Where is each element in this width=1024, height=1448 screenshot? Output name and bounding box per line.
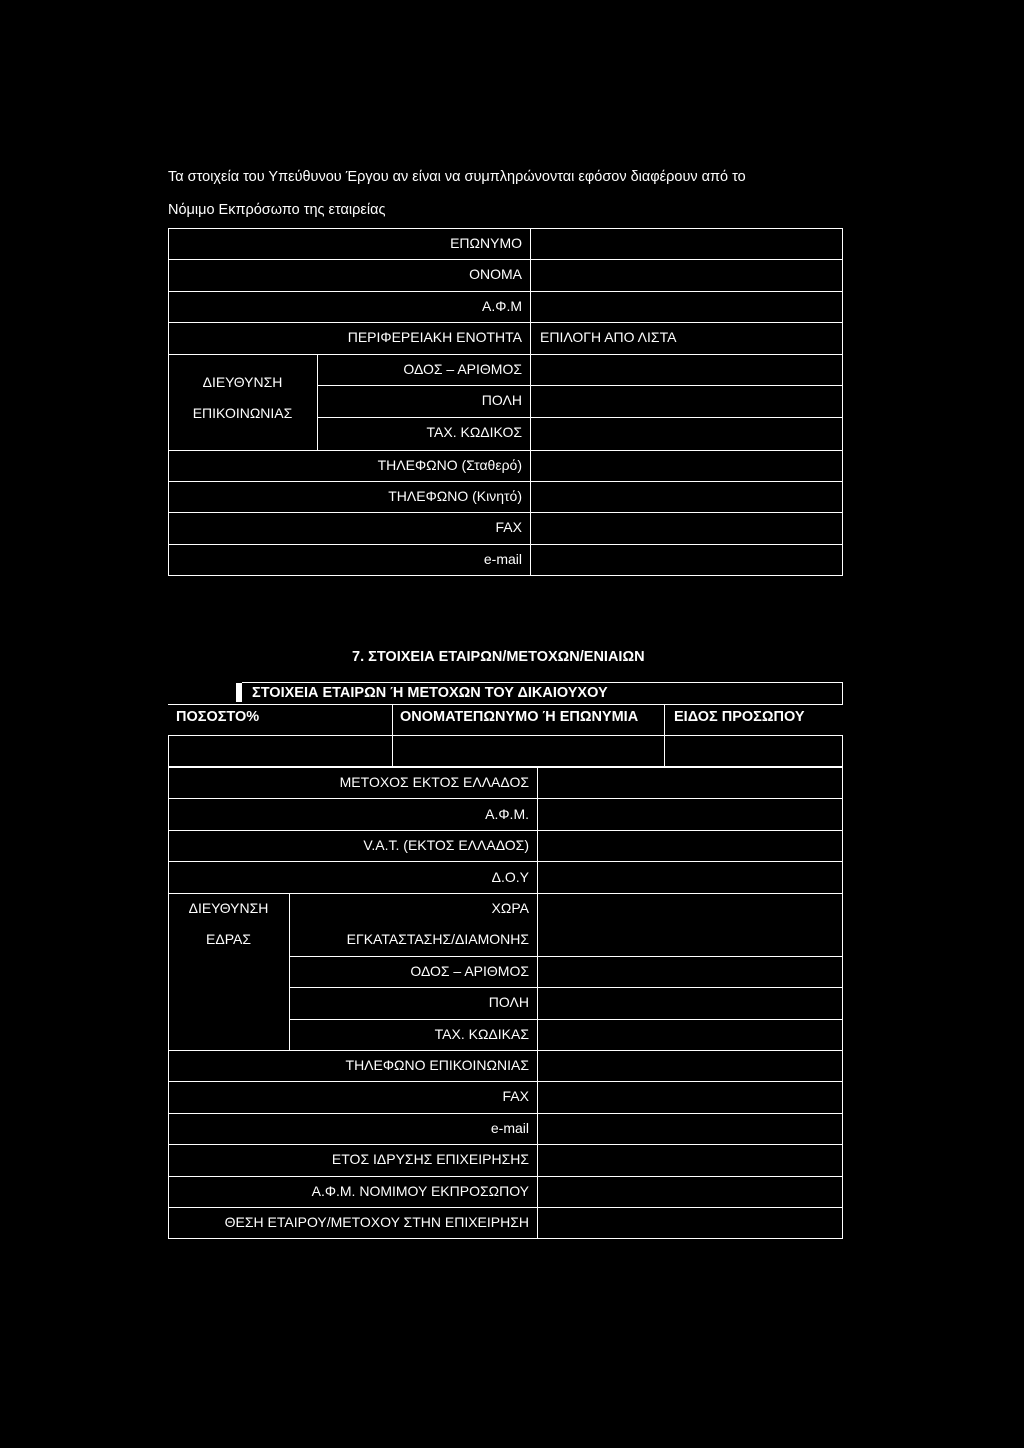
label-city: ΠΟΛΗ <box>488 994 529 1010</box>
col-type: ΕΙΔΟΣ ΠΡΟΣΩΠΟΥ <box>674 709 805 725</box>
label-afm: Α.Φ.Μ <box>482 298 522 314</box>
shareholder-phone-input[interactable] <box>538 1051 842 1081</box>
label-abroad: ΜΕΤΟΧΟΣ ΕΚΤΟΣ ΕΛΛΑΔΟΣ <box>339 774 529 790</box>
section-7-title: 7. ΣΤΟΙΧΕΙΑ ΕΤΑΙΡΩΝ/ΜΕΤΟΧΩΝ/ΕΝΙΑΙΩΝ <box>352 649 645 665</box>
country-input[interactable] <box>538 894 842 956</box>
doy-input[interactable] <box>538 862 842 893</box>
label-email: e-mail <box>490 1120 529 1136</box>
shareholder-street-input[interactable] <box>538 957 842 987</box>
label-name: ΟΝΟΜΑ <box>469 266 522 282</box>
label-founding-year: ΕΤΟΣ ΙΔΡΥΣΗΣ ΕΠΙΧΕΙΡΗΣΗΣ <box>331 1151 529 1167</box>
fax-input[interactable] <box>531 513 842 544</box>
label-position: ΘΕΣΗ ΕΤΑΙΡΟΥ/ΜΕΤΟΧΟΥ ΣΤΗΝ ΕΠΙΧΕΙΡΗΣΗ <box>224 1214 529 1230</box>
street-input[interactable] <box>531 355 842 385</box>
abroad-input[interactable] <box>538 768 842 798</box>
label-street: ΟΔΟΣ – ΑΡΙΘΜΟΣ <box>403 361 522 377</box>
label-rep-afm: Α.Φ.Μ. ΝΟΜΙΜΟΥ ΕΚΠΡΟΣΩΠΟΥ <box>311 1183 529 1199</box>
col-percent: ΠΟΣΟΣΤΟ% <box>176 709 260 725</box>
col-name: ΟΝΟΜΑΤΕΠΩΝΥΜΟ Ή ΕΠΩΝΥΜΙΑ <box>400 709 639 725</box>
label-email: e-mail <box>483 551 522 567</box>
label-region: ΠΕΡΙΦΕΡΕΙΑΚΗ ΕΝΟΤΗΤΑ <box>347 329 522 345</box>
position-input[interactable] <box>538 1208 842 1238</box>
address-group-label-1: ΔΙΕΥΘΥΝΣΗ <box>202 374 283 390</box>
phone-mobile-input[interactable] <box>531 482 842 512</box>
label-city: ΠΟΛΗ <box>481 392 522 408</box>
hq-group-label-2: ΕΔΡΑΣ <box>206 931 251 947</box>
city-input[interactable] <box>531 386 842 417</box>
name-input[interactable] <box>531 260 842 291</box>
shareholder-afm-input[interactable] <box>538 799 842 830</box>
shareholder-email-input[interactable] <box>538 1114 842 1144</box>
region-select[interactable]: ΕΠΙΛΟΓΗ ΑΠΟ ΛΙΣΤΑ <box>540 329 677 345</box>
label-surname: ΕΠΩΝΥΜΟ <box>450 235 522 251</box>
shareholder-fax-input[interactable] <box>538 1082 842 1113</box>
intro-line-1: Τα στοιχεία του Υπεύθυνου Έργου αν είναι να συμπληρώνονται εφόσον διαφέρουν από το <box>168 169 746 185</box>
label-street: ΟΔΟΣ – ΑΡΙΘΜΟΣ <box>410 963 529 979</box>
label-fax: FAX <box>495 519 522 535</box>
intro-line-2: Νόμιμο Εκπρόσωπο της εταιρείας <box>168 202 386 218</box>
afm-input[interactable] <box>531 292 842 322</box>
label-phone: ΤΗΛΕΦΩΝΟ ΕΠΙΚΟΙΝΩΝΙΑΣ <box>345 1057 529 1073</box>
person-type-input[interactable] <box>665 736 842 766</box>
label-country-1: ΧΩΡΑ <box>491 900 529 916</box>
label-phone-fixed: ΤΗΛΕΦΩΝΟ (Σταθερό) <box>377 457 522 473</box>
vat-input[interactable] <box>538 831 842 861</box>
label-vat: V.A.T. (ΕΚΤΟΣ ΕΛΛΑΔΟΣ) <box>363 837 529 853</box>
percent-input[interactable] <box>169 736 392 766</box>
bookmark-marker <box>236 683 242 702</box>
label-postal: ΤΑΧ. ΚΩΔΙΚΟΣ <box>426 424 522 440</box>
label-postal: ΤΑΧ. ΚΩΔΙΚΑΣ <box>434 1026 529 1042</box>
label-phone-mobile: ΤΗΛΕΦΩΝΟ (Κινητό) <box>388 488 522 504</box>
postal-input[interactable] <box>531 418 842 450</box>
label-doy: Δ.Ο.Υ <box>491 869 529 885</box>
label-country-2: ΕΓΚΑΤΑΣΤΑΣΗΣ/ΔΙΑΜΟΝΗΣ <box>346 931 529 947</box>
shareholder-postal-input[interactable] <box>538 1020 842 1050</box>
shareholder-city-input[interactable] <box>538 988 842 1019</box>
rep-afm-input[interactable] <box>538 1177 842 1207</box>
hq-group-label-1: ΔΙΕΥΘΥΝΣΗ <box>188 900 269 916</box>
shareholder-name-input[interactable] <box>393 736 664 766</box>
label-afm: Α.Φ.Μ. <box>485 806 529 822</box>
surname-input[interactable] <box>531 229 842 259</box>
email-input[interactable] <box>531 545 842 575</box>
address-group-label-2: ΕΠΙΚΟΙΝΩΝΙΑΣ <box>192 405 293 421</box>
phone-fixed-input[interactable] <box>531 451 842 481</box>
section-7-subtitle: ΣΤΟΙΧΕΙΑ ΕΤΑΙΡΩΝ Ή ΜΕΤΟΧΩΝ ΤΟΥ ΔΙΚΑΙΟΥΧΟΥ <box>252 685 608 701</box>
label-fax: FAX <box>502 1088 529 1104</box>
founding-year-input[interactable] <box>538 1145 842 1176</box>
